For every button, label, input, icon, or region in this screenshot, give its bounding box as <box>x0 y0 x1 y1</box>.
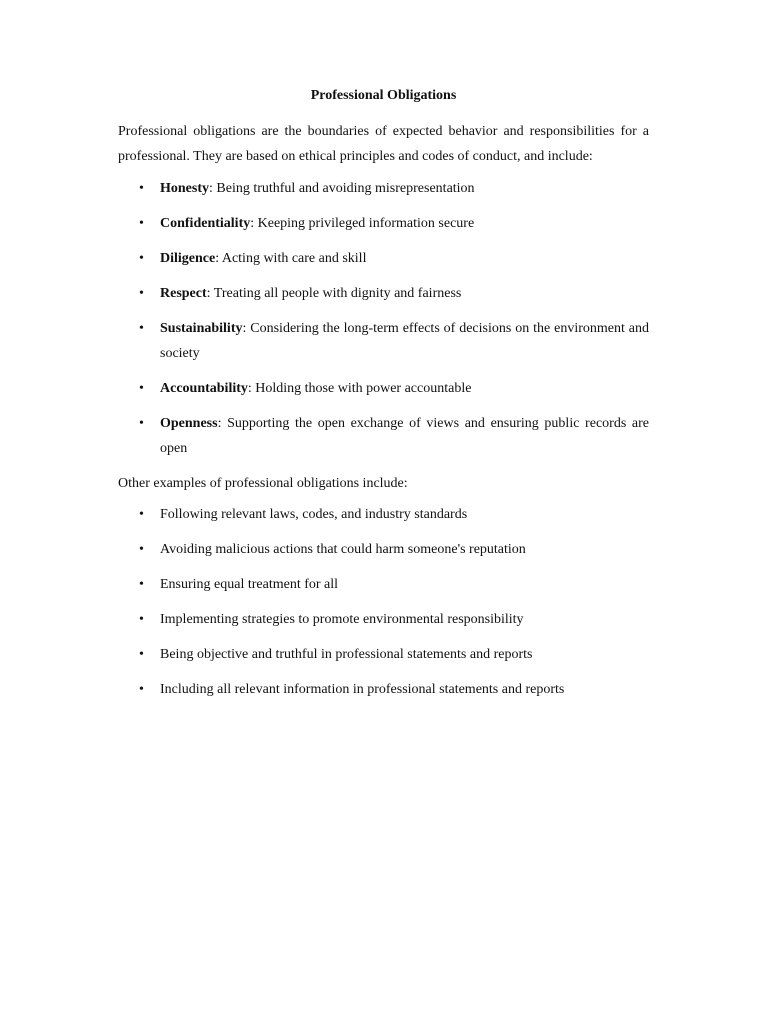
bullet-icon: • <box>139 647 144 662</box>
bullet-icon: • <box>139 321 144 336</box>
obligation-description: : Considering the long-term effects of decisions on the environment and society <box>160 321 649 361</box>
obligation-term: Honesty <box>160 181 209 196</box>
obligation-description: : Treating all people with dignity and fairness <box>206 286 462 301</box>
document-title: Professional Obligations <box>310 88 457 103</box>
obligation-term: Openness <box>160 416 218 431</box>
obligation-description: : Being truthful and avoiding misrepresentation <box>209 181 475 196</box>
intro-paragraph: Professional obligations are the boundaries of expected behavior and responsibilities for a professional. They are based on ethical principles and codes of conduct, and include: <box>118 124 649 164</box>
bullet-icon: • <box>139 577 144 592</box>
list-item <box>118 607 649 632</box>
obligation-term: Sustainability <box>160 321 243 336</box>
other-examples-list <box>118 502 649 702</box>
list-item <box>118 502 649 527</box>
obligation-term: Confidentiality <box>160 216 251 231</box>
example-text: Including all relevant information in professional statements and reports <box>160 682 565 697</box>
bullet-icon: • <box>139 381 144 396</box>
obligation-term: Diligence <box>160 251 216 266</box>
list-item <box>118 411 649 461</box>
list-item <box>118 316 649 366</box>
bullet-icon: • <box>139 251 144 266</box>
bullet-icon: • <box>139 507 144 522</box>
document-body <box>118 86 649 712</box>
obligation-description: : Holding those with power accountable <box>247 381 472 396</box>
obligations-list <box>118 176 649 461</box>
obligation-description: : Supporting the open exchange of views and ensuring public records are open <box>160 416 649 456</box>
list-item <box>118 572 649 597</box>
obligation-term: Accountability <box>160 381 248 396</box>
bullet-icon: • <box>139 542 144 557</box>
bullet-icon: • <box>139 181 144 196</box>
bullet-icon: • <box>139 682 144 697</box>
list-item <box>118 176 649 201</box>
list-item <box>118 376 649 401</box>
example-text: Implementing strategies to promote environmental responsibility <box>160 612 524 627</box>
example-text: Being objective and truthful in professional statements and reports <box>160 647 533 662</box>
bullet-icon: • <box>139 286 144 301</box>
list-item <box>118 246 649 271</box>
other-examples-intro: Other examples of professional obligations include: <box>118 476 408 491</box>
list-item <box>118 642 649 667</box>
obligation-term: Respect <box>160 286 207 301</box>
list-item <box>118 281 649 306</box>
obligation-description: : Keeping privileged information secure <box>250 216 475 231</box>
bullet-icon: • <box>139 416 144 431</box>
list-item <box>118 677 649 702</box>
list-item <box>118 537 649 562</box>
bullet-icon: • <box>139 612 144 627</box>
obligation-description: : Acting with care and skill <box>215 251 367 266</box>
example-text: Avoiding malicious actions that could harm someone's reputation <box>160 542 526 557</box>
example-text: Ensuring equal treatment for all <box>160 577 339 592</box>
example-text: Following relevant laws, codes, and industry standards <box>160 507 468 522</box>
bullet-icon: • <box>139 216 144 231</box>
list-item <box>118 211 649 236</box>
